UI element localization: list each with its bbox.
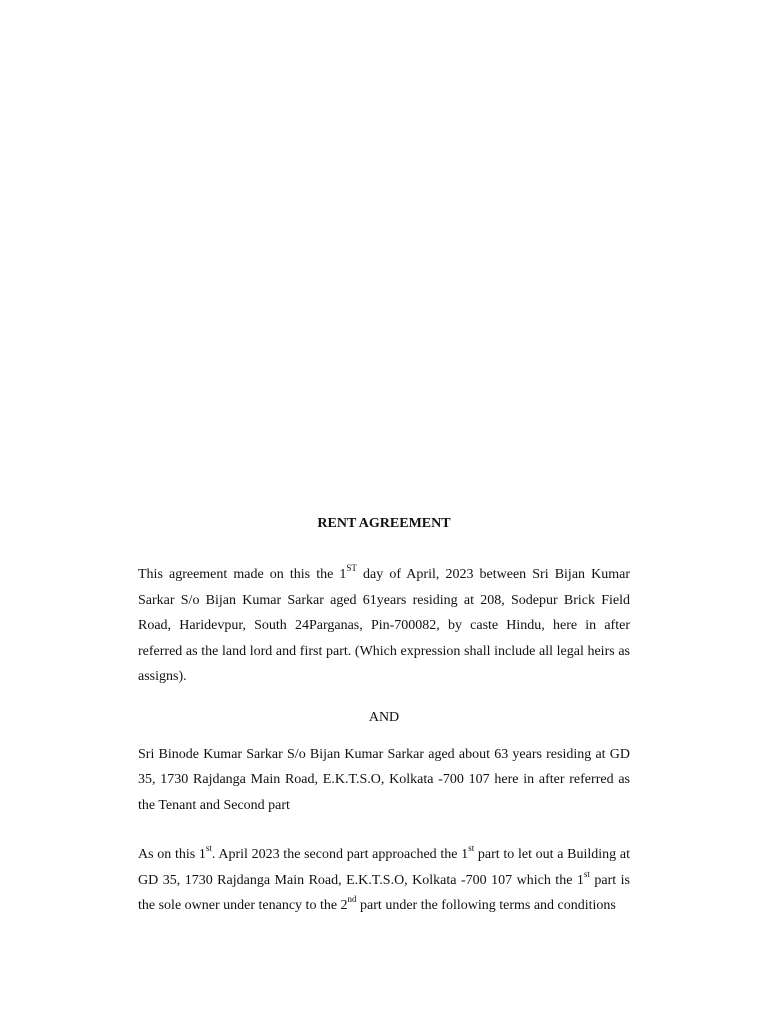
ordinal-superscript: nd	[347, 894, 357, 905]
paragraph-landlord-text-b: day of April, 2023 between Sri Bijan Kumar Sarkar S/o Bijan Kumar Sarkar aged 61years residing at 208, Sodepur Brick Field Road, Haridevpur, South 24Parganas, Pin-700082, by caste Hindu, here in after referred as the land lord and first part. (Which expression shall include all legal heirs as assigns).	[138, 567, 631, 684]
paragraph-terms-text-b: . April 2023 the second part approached the 1	[211, 847, 469, 862]
ordinal-superscript: st	[583, 868, 590, 879]
paragraph-tenant: Sri Binode Kumar Sarkar S/o Bijan Kumar Sarkar aged about 63 years residing at GD 35, 1730 Rajdanga Main Road, E.K.T.S.O, Kolkata -700 107 here in after referred as the Tenant and Second part	[138, 746, 630, 813]
paragraph-terms-text-c: part to let out a Building at GD 35, 1730 Rajdanga Main Road, E.K.T.S.O, Kolkata -700 107 which the 1	[138, 847, 630, 888]
paragraph-landlord	[138, 562, 630, 690]
paragraph-terms-intro	[138, 842, 630, 919]
ordinal-superscript: st	[468, 843, 475, 854]
ordinal-superscript: ST	[346, 563, 357, 574]
ordinal-superscript: st	[205, 843, 212, 854]
paragraph-terms-text-e: part under the following terms and conditions	[356, 898, 616, 913]
document-body	[138, 514, 630, 919]
document-title: RENT AGREEMENT	[317, 516, 451, 531]
and-separator: AND	[368, 709, 400, 725]
paragraph-terms-text-d: part is the sole owner under tenancy to the 2	[138, 872, 630, 913]
paragraph-landlord-text-a: This agreement made on this the 1	[138, 567, 347, 582]
paragraph-terms-text-a: As on this 1	[138, 847, 206, 862]
